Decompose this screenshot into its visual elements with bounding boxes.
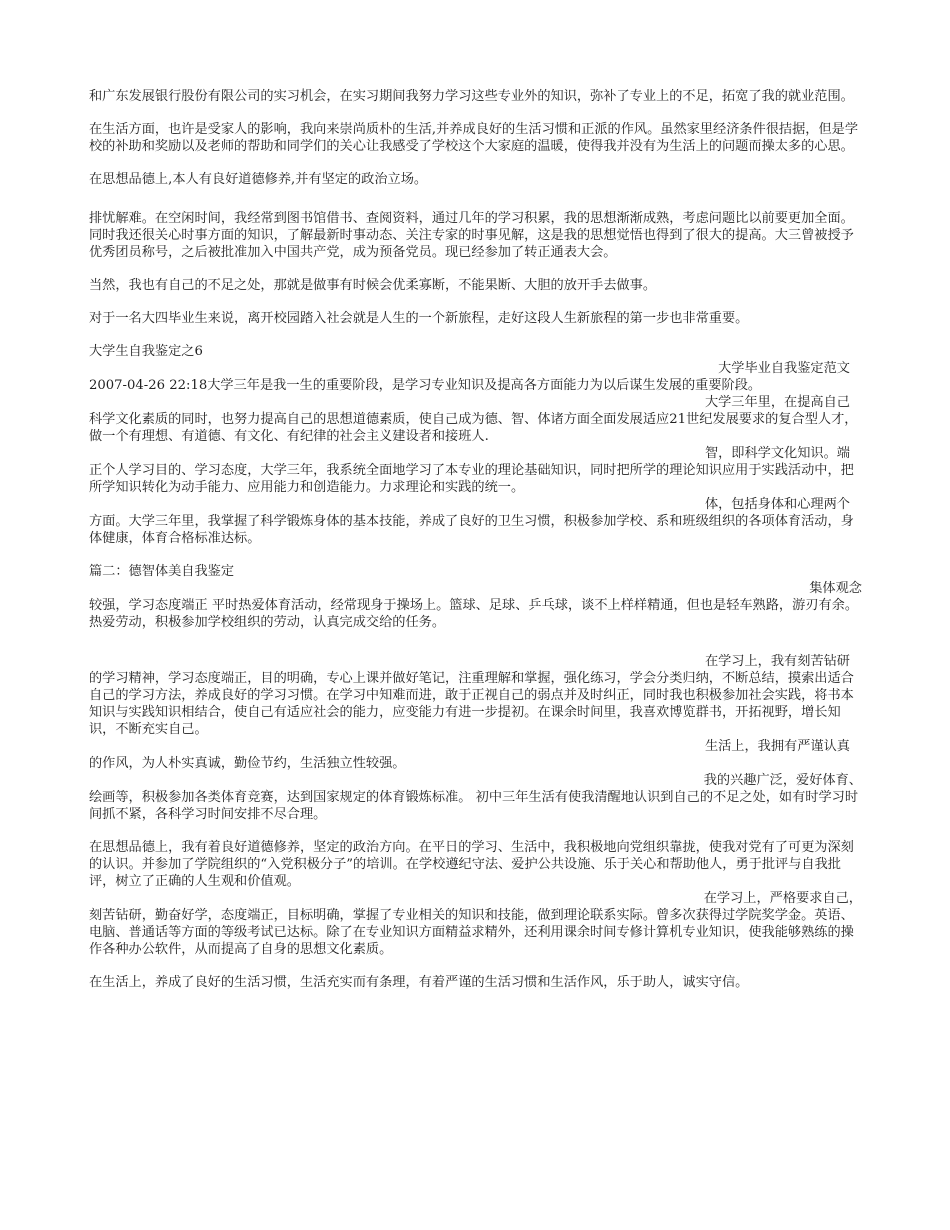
paragraph: 刻苦钻研，勤奋好学，态度端正，目标明确，掌握了专业相关的知识和技能，做到理论联系实际。曾多次获得过学院奖学金。英语、电脑、普通话等方面的等级考试已达标。除了在专业知识方面精益求精外，还利用课余时间专修计算机专业知识，使我能够熟练的操作各种办公软件，从而提高了自身的思想文化素质。	[89, 908, 854, 957]
paragraph: 对于一名大四毕业生来说，离开校园踏入社会就是人生的一个新旅程，走好这段人生新旅程的第一步也非常重要。	[89, 311, 749, 326]
paragraph: 2007-04-26 22:18大学三年是我一生的重要阶段，是学习专业知识及提高各方面能力为以后谋生发展的重要阶段。	[89, 378, 762, 393]
right-aligned-lead: 在学习上，我有刻苦钻研	[704, 654, 850, 669]
paragraph: 的学习精神，学习态度端正，目的明确，专心上课并做好笔记，注重理解和掌握，强化练习，学会分类归纳，不断总结，摸索出适合自己的学习方法，养成良好的学习习惯。在学习中知难而进，敢于正视自己的弱点并及时纠正，同时我也积极参加社会实践，将书本知识与实践知识相结合，使自己有适应社会的能力，应变能力有进一步提初。在课余时间里，我喜欢博览群书，开拓视野，增长知识，不断充实自己。	[89, 671, 854, 737]
paragraph: 方面。大学三年里，我掌握了科学锻炼身体的基本技能，养成了良好的卫生习惯，积极参加学校、系和班级组织的各项体育活动，身体健康，体育合格标准达标。	[89, 514, 854, 546]
paragraph: 较强，学习态度端正 平时热爱体育活动，经常现身于操场上。篮球、足球、乒乓球，谈不上样样精通，但也是轻车熟路，游刃有余。热爱劳动，积极参加学校组织的劳动，认真完成交给的任务。	[89, 598, 859, 630]
right-aligned-heading: 大学毕业自我鉴定范文	[718, 361, 850, 376]
paragraph: 绘画等，积极参加各类体育竞赛，达到国家规定的体育锻炼标准。 初中三年生活有使我清醒地认识到自己的不足之处，如有时学习时间抓不紧，各科学习时间安排不尽合理。	[89, 790, 859, 822]
paragraph: 科学文化素质的同时，也努力提高自己的思想道德素质，使自己成为德、智、体诸方面全面发展适应21世纪发展要求的复合型人才，做一个有理想、有道德、有文化、有纪律的社会主义建设者和接班人.	[89, 412, 858, 444]
paragraph: 当然，我也有自己的不足之处，那就是做事有时候会优柔寡断，不能果断、大胆的放开手去做事。	[89, 278, 657, 293]
right-aligned-lead: 我的兴趣广泛，爱好体育、	[703, 773, 862, 788]
right-aligned-lead: 智，即科学文化知识。端	[704, 446, 850, 461]
right-aligned-lead: 生活上，我拥有严谨认真	[704, 739, 850, 754]
right-aligned-lead: 体，包括身体和心理两个	[704, 497, 850, 512]
paragraph: 和广东发展银行股份有限公司的实习机会，在实习期间我努力学习这些专业外的知识，弥补了专业上的不足，拓宽了我的就业范围。	[89, 89, 854, 104]
paragraph: 在思想品德上,本人有良好道德修养,并有坚定的政治立场。	[89, 172, 428, 187]
paragraph: 在生活方面，也许是受家人的影响，我向来崇尚质朴的生活,并养成良好的生活习惯和正派的作风。虽然家里经济条件很拮据，但是学校的补助和奖励以及老师的帮助和同学们的关心让我感受了学校这个大家庭的温暖，使得我并没有为生活上的问题而操太多的心思。	[89, 122, 859, 154]
paragraph: 在思想品德上，我有着良好道德修养，坚定的政治方向。在平日的学习、生活中，我积极地向党组织靠拢，使我对党有了可更为深刻的认识。并参加了学院组织的“入党积极分子”的培训。在学校遵纪守法、爱护公共设施、乐于关心和帮助他人，勇于批评与自我批评，树立了正确的人生观和价值观。	[89, 840, 854, 889]
document-body	[89, 88, 862, 991]
right-aligned-lead: 集体观念	[809, 581, 862, 596]
section-heading: 篇二：德智体美自我鉴定	[89, 564, 235, 579]
right-aligned-lead: 大学三年里，在提高自己	[704, 395, 850, 410]
section-heading: 大学生自我鉴定之6	[89, 344, 203, 359]
paragraph: 正个人学习目的、学习态度，大学三年，我系统全面地学习了本专业的理论基础知识，同时把所学的理论知识应用于实践活动中，把所学知识转化为动手能力、应用能力和创造能力。力求理论和实践的统一。	[89, 463, 854, 495]
paragraph: 的作风，为人朴实真诚，勤俭节约，生活独立性较强。	[89, 756, 406, 771]
right-aligned-lead: 在学习上，严格要求自己，	[703, 891, 862, 906]
paragraph: 排忧解难。在空闲时间，我经常到图书馆借书、查阅资料，通过几年的学习积累，我的思想渐渐成熟，考虑问题比以前要更加全面。同时我还很关心时事方面的知识，了解最新时事动态、关注专家的时事见解，这是我的思想觉悟也得到了很大的提高。大三曾被授予优秀团员称号，之后被批准加入中国共产党，成为预备党员。现已经参加了转正通表大会。	[89, 211, 854, 260]
paragraph: 在生活上，养成了良好的生活习惯，生活充实而有条理，有着严谨的生活习惯和生活作风，乐于助人，诚实守信。	[89, 975, 749, 990]
